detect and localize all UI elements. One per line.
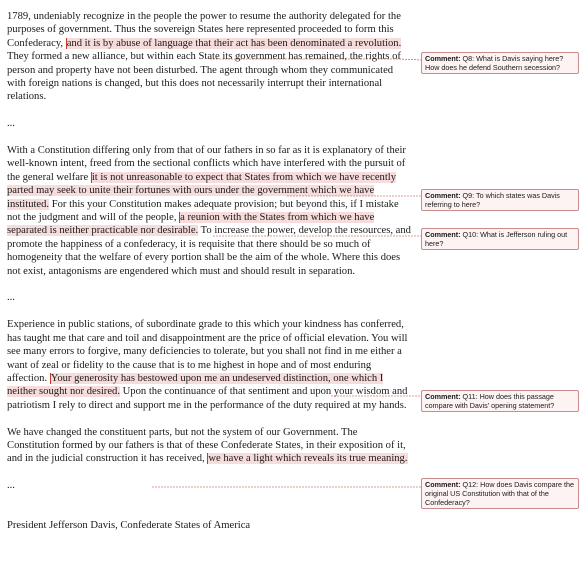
comment-text: Q8: What is Davis saying here? How does he defend Southern secession?: [425, 54, 564, 72]
comment-text: Q9: To which states was Davis referring to here?: [425, 191, 560, 209]
comment-q12[interactable]: [421, 478, 579, 509]
comment-text: Q10: What is Jefferson ruling out here?: [425, 230, 568, 248]
highlight-q10[interactable]: a reunion with the States from which we have separated is neither practicable nor desirable.: [7, 212, 375, 237]
highlight-q11[interactable]: Your generosity has bestowed upon me an undeserved distinction, one which I neither sought nor desired.: [7, 372, 384, 398]
ellipsis-1: ...: [7, 118, 15, 130]
comment-text: Q12: How does Davis compare the original US Constitution with that of the Confederacy?: [425, 480, 575, 507]
text-run: For this your Constitution makes adequate provision; but beyond this, if I mistake not the judgment and will of the people,: [7, 198, 399, 224]
text-run: Upon the continuance of that sentiment and upon your wisdom and patriotism I rely to direct and support me in the performance of the duty required at my hands.: [7, 386, 408, 411]
highlight-q12[interactable]: we have a light which reveals its true meaning.: [208, 453, 408, 465]
signature: President Jefferson Davis, Confederate States of America: [7, 520, 251, 532]
highlight-q9[interactable]: it is not unreasonable to expect that States from which we have recently parted may seek to unite their fortunes with ours under the government which we have instituted.: [7, 171, 397, 210]
comment-label: Comment:: [425, 392, 461, 401]
text-run: They formed a new alliance, but within each State its government has remained, the rights of person and property have not been disturbed. The agent through whom they communicated with foreign nations is changed, but this does not necessarily interrupt their international relations.: [7, 51, 401, 103]
comment-label: Comment:: [425, 191, 461, 200]
text-run: With a Constitution differing only from that of our fathers in so far as it is explanatory of their well-known intent, freed from the sectional conflicts which have interfered with the pursuit of the general welfare: [7, 145, 406, 183]
text-run: 1789, undeniably recognize in the people the power to resume the authority delegated for the purposes of government. Thus the sovereign States here represented proceeded to form this Confederacy,: [7, 11, 401, 49]
comment-text: Q11: How does this passage compare with Davis' opening statement?: [425, 392, 555, 410]
highlight-q8[interactable]: and it is by abuse of language that their act has been denominated a revolution.: [66, 37, 402, 49]
text-run: To increase the power, develop the resources, and promote the happiness of a confederacy, it is requisite that there should be so much of homogeneity that the welfare of every portion shall be the aim of the whole. Where this does not exist, antagonisms are engendered which must and should result in separation.: [7, 225, 411, 277]
comment-q10[interactable]: [421, 228, 579, 250]
paragraph-4: [7, 426, 412, 466]
document-body: [7, 10, 412, 533]
paragraph-3: [7, 318, 412, 412]
paragraph-2: [7, 144, 412, 278]
comment-q11[interactable]: [421, 390, 579, 412]
comment-label: Comment:: [425, 480, 461, 489]
comment-label: Comment:: [425, 54, 461, 63]
text-run: Experience in public stations, of subordinate grade to this which your kindness has conferred, has taught me that care and toil and disappointment are the price of official elevation. You will see many errors to forgive, many deficiencies to tolerate, but you shall not find in me either a want of zeal or fidelity to the cause that is to me highest in hope and of most enduring affection.: [7, 319, 408, 384]
ellipsis-3: ...: [7, 480, 15, 492]
comment-q9[interactable]: [421, 189, 579, 211]
text-run: We have changed the constituent parts, but not the system of our Government. The Constitution formed by our fathers is that of these Confederate States, in their exposition of it, and in the judicial construction it has received,: [7, 426, 406, 465]
ellipsis-2: ...: [7, 292, 15, 304]
comment-label: Comment:: [425, 230, 461, 239]
comment-q8[interactable]: [421, 52, 579, 74]
paragraph-1: [7, 10, 412, 104]
